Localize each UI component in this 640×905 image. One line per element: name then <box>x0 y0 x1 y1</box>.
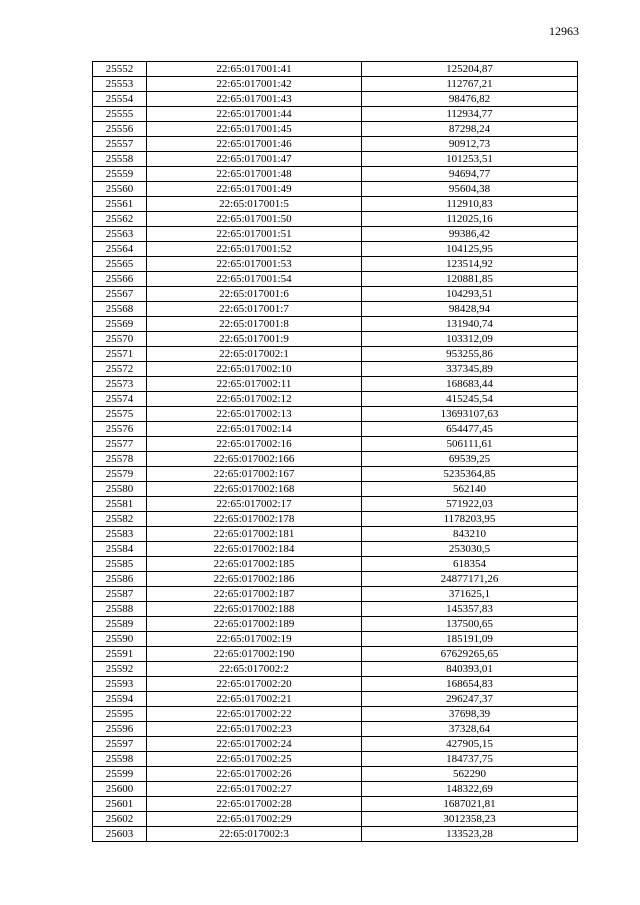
cadastral-value-cell: 112934,77 <box>362 107 578 122</box>
table-row <box>93 242 578 257</box>
cadastral-number-cell: 22:65:017001:54 <box>147 272 362 287</box>
table-row <box>93 272 578 287</box>
row-number-cell: 25555 <box>93 107 147 122</box>
cadastral-number-cell: 22:65:017001:51 <box>147 227 362 242</box>
table-row <box>93 407 578 422</box>
cadastral-value-cell: 101253,51 <box>362 152 578 167</box>
cadastral-number-cell: 22:65:017002:21 <box>147 692 362 707</box>
cadastral-value-cell: 296247,37 <box>362 692 578 707</box>
table-row <box>93 737 578 752</box>
table-row <box>93 722 578 737</box>
table-row <box>93 707 578 722</box>
cadastral-value-cell: 253030,5 <box>362 542 578 557</box>
row-number-cell: 25560 <box>93 182 147 197</box>
cadastral-number-cell: 22:65:017002:189 <box>147 617 362 632</box>
cadastral-number-cell: 22:65:017002:1 <box>147 347 362 362</box>
cadastral-value-cell: 415245,54 <box>362 392 578 407</box>
cadastral-number-cell: 22:65:017002:25 <box>147 752 362 767</box>
row-number-cell: 25567 <box>93 287 147 302</box>
cadastral-value-cell: 37328,64 <box>362 722 578 737</box>
cadastral-value-cell: 112767,21 <box>362 77 578 92</box>
row-number-cell: 25569 <box>93 317 147 332</box>
cadastral-number-cell: 22:65:017002:12 <box>147 392 362 407</box>
cadastral-value-cell: 37698,39 <box>362 707 578 722</box>
cadastral-value-cell: 90912,73 <box>362 137 578 152</box>
table-row <box>93 377 578 392</box>
row-number-cell: 25583 <box>93 527 147 542</box>
table-row <box>93 782 578 797</box>
cadastral-number-cell: 22:65:017001:5 <box>147 197 362 212</box>
cadastral-number-cell: 22:65:017002:22 <box>147 707 362 722</box>
row-number-cell: 25557 <box>93 137 147 152</box>
cadastral-value-table <box>92 61 578 842</box>
table-row <box>93 137 578 152</box>
cadastral-value-cell: 506111,61 <box>362 437 578 452</box>
row-number-cell: 25589 <box>93 617 147 632</box>
cadastral-number-cell: 22:65:017002:19 <box>147 632 362 647</box>
row-number-cell: 25588 <box>93 602 147 617</box>
cadastral-value-cell: 654477,45 <box>362 422 578 437</box>
cadastral-number-cell: 22:65:017002:28 <box>147 797 362 812</box>
cadastral-number-cell: 22:65:017001:48 <box>147 167 362 182</box>
cadastral-number-cell: 22:65:017001:9 <box>147 332 362 347</box>
cadastral-number-cell: 22:65:017001:43 <box>147 92 362 107</box>
cadastral-value-cell: 185191,09 <box>362 632 578 647</box>
cadastral-value-cell: 571922,03 <box>362 497 578 512</box>
table-body <box>93 62 578 842</box>
row-number-cell: 25590 <box>93 632 147 647</box>
row-number-cell: 25587 <box>93 587 147 602</box>
row-number-cell: 25582 <box>93 512 147 527</box>
cadastral-value-cell: 13693107,63 <box>362 407 578 422</box>
row-number-cell: 25577 <box>93 437 147 452</box>
cadastral-number-cell: 22:65:017002:13 <box>147 407 362 422</box>
table-row <box>93 512 578 527</box>
row-number-cell: 25565 <box>93 257 147 272</box>
row-number-cell: 25574 <box>93 392 147 407</box>
cadastral-value-cell: 67629265,65 <box>362 647 578 662</box>
cadastral-value-cell: 427905,15 <box>362 737 578 752</box>
cadastral-number-cell: 22:65:017002:178 <box>147 512 362 527</box>
cadastral-number-cell: 22:65:017002:29 <box>147 812 362 827</box>
cadastral-value-cell: 148322,69 <box>362 782 578 797</box>
cadastral-number-cell: 22:65:017002:20 <box>147 677 362 692</box>
row-number-cell: 25585 <box>93 557 147 572</box>
table-row <box>93 572 578 587</box>
row-number-cell: 25601 <box>93 797 147 812</box>
cadastral-number-cell: 22:65:017001:50 <box>147 212 362 227</box>
cadastral-number-cell: 22:65:017002:185 <box>147 557 362 572</box>
cadastral-number-cell: 22:65:017002:166 <box>147 452 362 467</box>
table-row <box>93 617 578 632</box>
cadastral-number-cell: 22:65:017001:46 <box>147 137 362 152</box>
cadastral-value-cell: 145357,83 <box>362 602 578 617</box>
table-row <box>93 182 578 197</box>
row-number-cell: 25592 <box>93 662 147 677</box>
cadastral-number-cell: 22:65:017002:26 <box>147 767 362 782</box>
table-row <box>93 152 578 167</box>
row-number-cell: 25598 <box>93 752 147 767</box>
cadastral-number-cell: 22:65:017001:41 <box>147 62 362 77</box>
cadastral-value-cell: 618354 <box>362 557 578 572</box>
cadastral-number-cell: 22:65:017002:17 <box>147 497 362 512</box>
cadastral-number-cell: 22:65:017001:52 <box>147 242 362 257</box>
row-number-cell: 25594 <box>93 692 147 707</box>
table-row <box>93 602 578 617</box>
row-number-cell: 25602 <box>93 812 147 827</box>
table-row <box>93 527 578 542</box>
cadastral-value-cell: 24877171,26 <box>362 572 578 587</box>
row-number-cell: 25561 <box>93 197 147 212</box>
row-number-cell: 25596 <box>93 722 147 737</box>
cadastral-value-cell: 98428,94 <box>362 302 578 317</box>
row-number-cell: 25593 <box>93 677 147 692</box>
row-number-cell: 25573 <box>93 377 147 392</box>
cadastral-number-cell: 22:65:017002:23 <box>147 722 362 737</box>
row-number-cell: 25559 <box>93 167 147 182</box>
cadastral-number-cell: 22:65:017002:2 <box>147 662 362 677</box>
cadastral-number-cell: 22:65:017001:49 <box>147 182 362 197</box>
cadastral-value-cell: 371625,1 <box>362 587 578 602</box>
cadastral-number-cell: 22:65:017001:42 <box>147 77 362 92</box>
cadastral-value-cell: 137500,65 <box>362 617 578 632</box>
cadastral-number-cell: 22:65:017001:44 <box>147 107 362 122</box>
row-number-cell: 25597 <box>93 737 147 752</box>
row-number-cell: 25600 <box>93 782 147 797</box>
cadastral-value-cell: 103312,09 <box>362 332 578 347</box>
table-row <box>93 557 578 572</box>
row-number-cell: 25554 <box>93 92 147 107</box>
table-row <box>93 632 578 647</box>
cadastral-number-cell: 22:65:017002:14 <box>147 422 362 437</box>
cadastral-value-cell: 99386,42 <box>362 227 578 242</box>
cadastral-value-cell: 123514,92 <box>362 257 578 272</box>
table-row <box>93 392 578 407</box>
table-row <box>93 347 578 362</box>
table-row <box>93 827 578 842</box>
row-number-cell: 25576 <box>93 422 147 437</box>
table-row <box>93 467 578 482</box>
cadastral-value-cell: 133523,28 <box>362 827 578 842</box>
cadastral-value-cell: 168654,83 <box>362 677 578 692</box>
cadastral-value-cell: 112910,83 <box>362 197 578 212</box>
cadastral-value-cell: 131940,74 <box>362 317 578 332</box>
cadastral-number-cell: 22:65:017001:47 <box>147 152 362 167</box>
cadastral-number-cell: 22:65:017001:45 <box>147 122 362 137</box>
cadastral-number-cell: 22:65:017002:186 <box>147 572 362 587</box>
row-number-cell: 25558 <box>93 152 147 167</box>
cadastral-value-cell: 104293,51 <box>362 287 578 302</box>
row-number-cell: 25591 <box>93 647 147 662</box>
cadastral-value-cell: 168683,44 <box>362 377 578 392</box>
row-number-cell: 25578 <box>93 452 147 467</box>
cadastral-value-cell: 5235364,85 <box>362 467 578 482</box>
row-number-cell: 25552 <box>93 62 147 77</box>
cadastral-number-cell: 22:65:017001:53 <box>147 257 362 272</box>
row-number-cell: 25566 <box>93 272 147 287</box>
cadastral-value-cell: 953255,86 <box>362 347 578 362</box>
cadastral-number-cell: 22:65:017002:11 <box>147 377 362 392</box>
cadastral-number-cell: 22:65:017002:181 <box>147 527 362 542</box>
row-number-cell: 25603 <box>93 827 147 842</box>
table-row <box>93 167 578 182</box>
cadastral-value-cell: 562290 <box>362 767 578 782</box>
cadastral-value-cell: 112025,16 <box>362 212 578 227</box>
row-number-cell: 25595 <box>93 707 147 722</box>
cadastral-value-cell: 1687021,81 <box>362 797 578 812</box>
table-row <box>93 92 578 107</box>
table-row <box>93 62 578 77</box>
row-number-cell: 25568 <box>93 302 147 317</box>
table-row <box>93 107 578 122</box>
table-row <box>93 77 578 92</box>
cadastral-value-cell: 1178203,95 <box>362 512 578 527</box>
cadastral-number-cell: 22:65:017002:10 <box>147 362 362 377</box>
cadastral-value-cell: 562140 <box>362 482 578 497</box>
table-row <box>93 797 578 812</box>
cadastral-number-cell: 22:65:017002:3 <box>147 827 362 842</box>
row-number-cell: 25564 <box>93 242 147 257</box>
row-number-cell: 25571 <box>93 347 147 362</box>
row-number-cell: 25563 <box>93 227 147 242</box>
table-row <box>93 662 578 677</box>
table-row <box>93 482 578 497</box>
table-row <box>93 422 578 437</box>
cadastral-number-cell: 22:65:017001:8 <box>147 317 362 332</box>
cadastral-value-cell: 69539,25 <box>362 452 578 467</box>
cadastral-number-cell: 22:65:017002:24 <box>147 737 362 752</box>
cadastral-value-cell: 843210 <box>362 527 578 542</box>
cadastral-number-cell: 22:65:017001:6 <box>147 287 362 302</box>
table-row <box>93 677 578 692</box>
table-row <box>93 647 578 662</box>
table-row <box>93 437 578 452</box>
cadastral-value-cell: 337345,89 <box>362 362 578 377</box>
table-row <box>93 332 578 347</box>
cadastral-value-cell: 87298,24 <box>362 122 578 137</box>
row-number-cell: 25599 <box>93 767 147 782</box>
cadastral-value-cell: 98476,82 <box>362 92 578 107</box>
table-row <box>93 287 578 302</box>
cadastral-number-cell: 22:65:017001:7 <box>147 302 362 317</box>
row-number-cell: 25556 <box>93 122 147 137</box>
cadastral-number-cell: 22:65:017002:27 <box>147 782 362 797</box>
row-number-cell: 25575 <box>93 407 147 422</box>
cadastral-number-cell: 22:65:017002:167 <box>147 467 362 482</box>
table-row <box>93 692 578 707</box>
cadastral-number-cell: 22:65:017002:184 <box>147 542 362 557</box>
cadastral-number-cell: 22:65:017002:168 <box>147 482 362 497</box>
cadastral-value-cell: 94694,77 <box>362 167 578 182</box>
cadastral-value-cell: 3012358,23 <box>362 812 578 827</box>
cadastral-value-cell: 120881,85 <box>362 272 578 287</box>
row-number-cell: 25572 <box>93 362 147 377</box>
table-row <box>93 212 578 227</box>
table-row <box>93 587 578 602</box>
table-row <box>93 752 578 767</box>
row-number-cell: 25580 <box>93 482 147 497</box>
table-row <box>93 497 578 512</box>
cadastral-number-cell: 22:65:017002:188 <box>147 602 362 617</box>
table-row <box>93 302 578 317</box>
table-row <box>93 317 578 332</box>
row-number-cell: 25570 <box>93 332 147 347</box>
cadastral-value-cell: 104125,95 <box>362 242 578 257</box>
table-row <box>93 197 578 212</box>
table-row <box>93 122 578 137</box>
cadastral-value-cell: 125204,87 <box>362 62 578 77</box>
table-row <box>93 257 578 272</box>
table-row <box>93 362 578 377</box>
row-number-cell: 25584 <box>93 542 147 557</box>
row-number-cell: 25553 <box>93 77 147 92</box>
cadastral-number-cell: 22:65:017002:16 <box>147 437 362 452</box>
table-row <box>93 227 578 242</box>
page-number: 12963 <box>549 24 579 38</box>
cadastral-number-cell: 22:65:017002:190 <box>147 647 362 662</box>
cadastral-value-cell: 840393,01 <box>362 662 578 677</box>
row-number-cell: 25562 <box>93 212 147 227</box>
table-row <box>93 452 578 467</box>
table-row <box>93 542 578 557</box>
row-number-cell: 25579 <box>93 467 147 482</box>
cadastral-value-cell: 95604,38 <box>362 182 578 197</box>
table-row <box>93 812 578 827</box>
row-number-cell: 25581 <box>93 497 147 512</box>
row-number-cell: 25586 <box>93 572 147 587</box>
table-row <box>93 767 578 782</box>
cadastral-number-cell: 22:65:017002:187 <box>147 587 362 602</box>
cadastral-value-cell: 184737,75 <box>362 752 578 767</box>
